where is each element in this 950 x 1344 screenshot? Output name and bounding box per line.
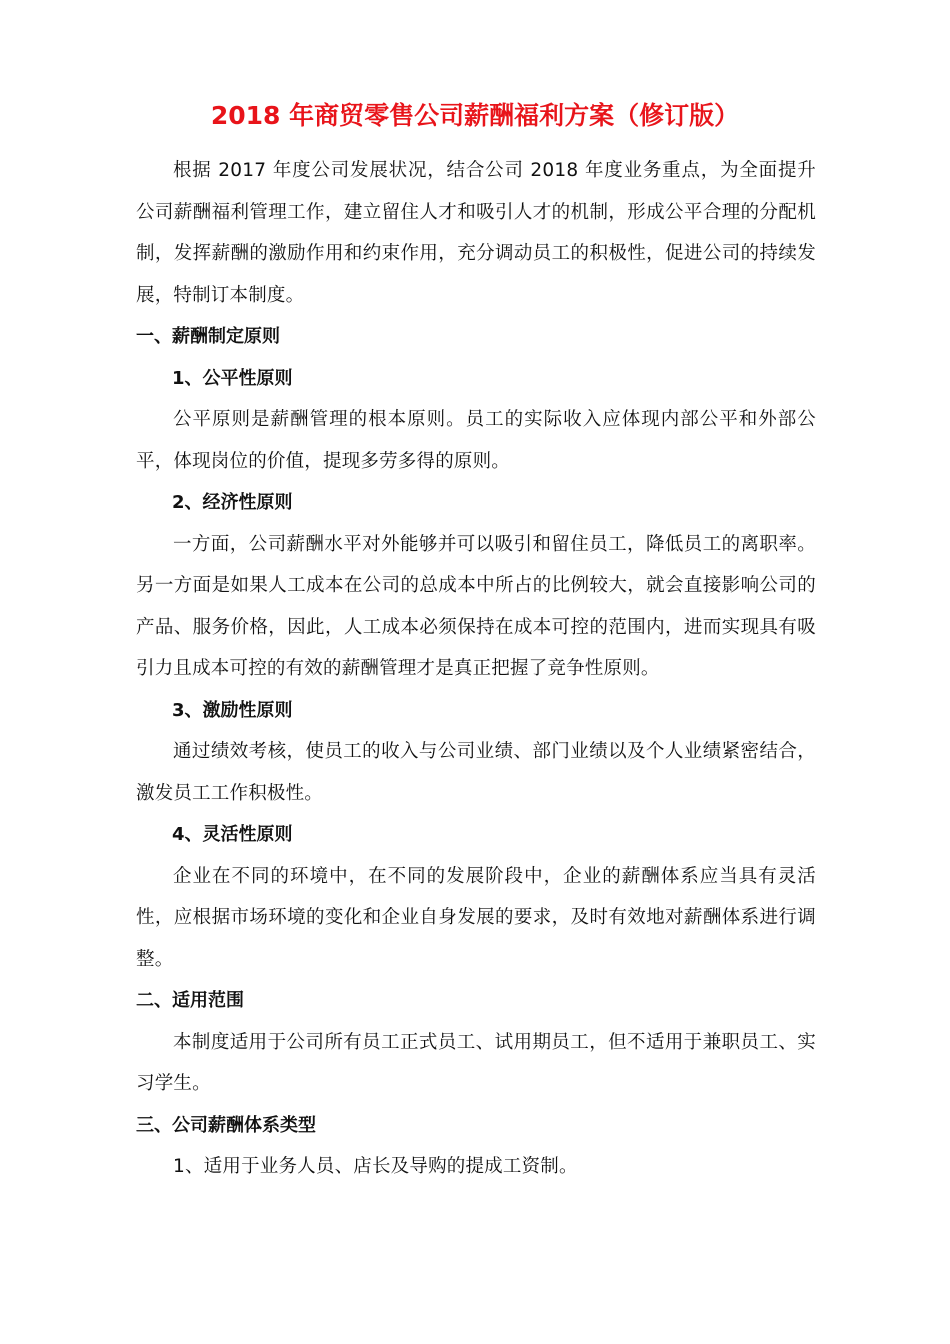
paragraph-scope: 本制度适用于公司所有员工正式员工、试用期员工，但不适用于兼职员工、实习学生。 [136, 1031, 816, 1094]
paragraph-flexibility: 企业在不同的环境中，在不同的发展阶段中，企业的薪酬体系应当具有灵活性，应根据市场环境的变化和企业自身发展的要求，及时有效地对薪酬体系进行调整。 [136, 865, 816, 970]
subsection-heading-incentive: 3、激励性原则 [172, 699, 293, 721]
section-heading-salary-types: 三、公司薪酬体系类型 [136, 1114, 316, 1136]
section-heading-scope: 二、适用范围 [136, 990, 244, 1011]
section-heading-principles: 一、薪酬制定原则 [136, 326, 280, 347]
document-title: 2018 年商贸零售公司薪酬福利方案（修订版） [210, 101, 740, 130]
subsection-heading-economy: 2、经济性原则 [172, 492, 293, 513]
paragraph-economy: 一方面，公司薪酬水平对外能够并可以吸引和留住员工，降低员工的离职率。另一方面是如果人工成本在公司的总成本中所占的比例较大，就会直接影响公司的产品、服务价格，因此，人工成本必须保持在成本可控的范围内，进而实现具有吸引力且成本可控的有效的薪酬管理才是真正把握了竞争性原则。 [136, 533, 816, 679]
paragraph-fairness: 公平原则是薪酬管理的根本原则。员工的实际收入应体现内部公平和外部公平，体现岗位的价值，提现多劳多得的原则。 [136, 409, 816, 472]
paragraph-salary-types: 1、适用于业务人员、店长及导购的提成工资制。 [173, 1156, 578, 1177]
intro-paragraph: 根据 2017 年度公司发展状况，结合公司 2018 年度业务重点，为全面提升公司薪酬福利管理工作，建立留住人才和吸引人才的机制，形成公平合理的分配机制，发挥薪酬的激励作用和约束作用，充分调动员工的积极性，促进公司的持续发展，特制订本制度。 [136, 160, 816, 306]
document-body [136, 150, 816, 1188]
paragraph-incentive: 通过绩效考核，使员工的收入与公司业绩、部门业绩以及个人业绩紧密结合，激发员工工作积极性。 [136, 741, 816, 804]
subsection-heading-flexibility: 4、灵活性原则 [172, 824, 293, 845]
subsection-heading-fairness: 1、公平性原则 [172, 367, 293, 389]
